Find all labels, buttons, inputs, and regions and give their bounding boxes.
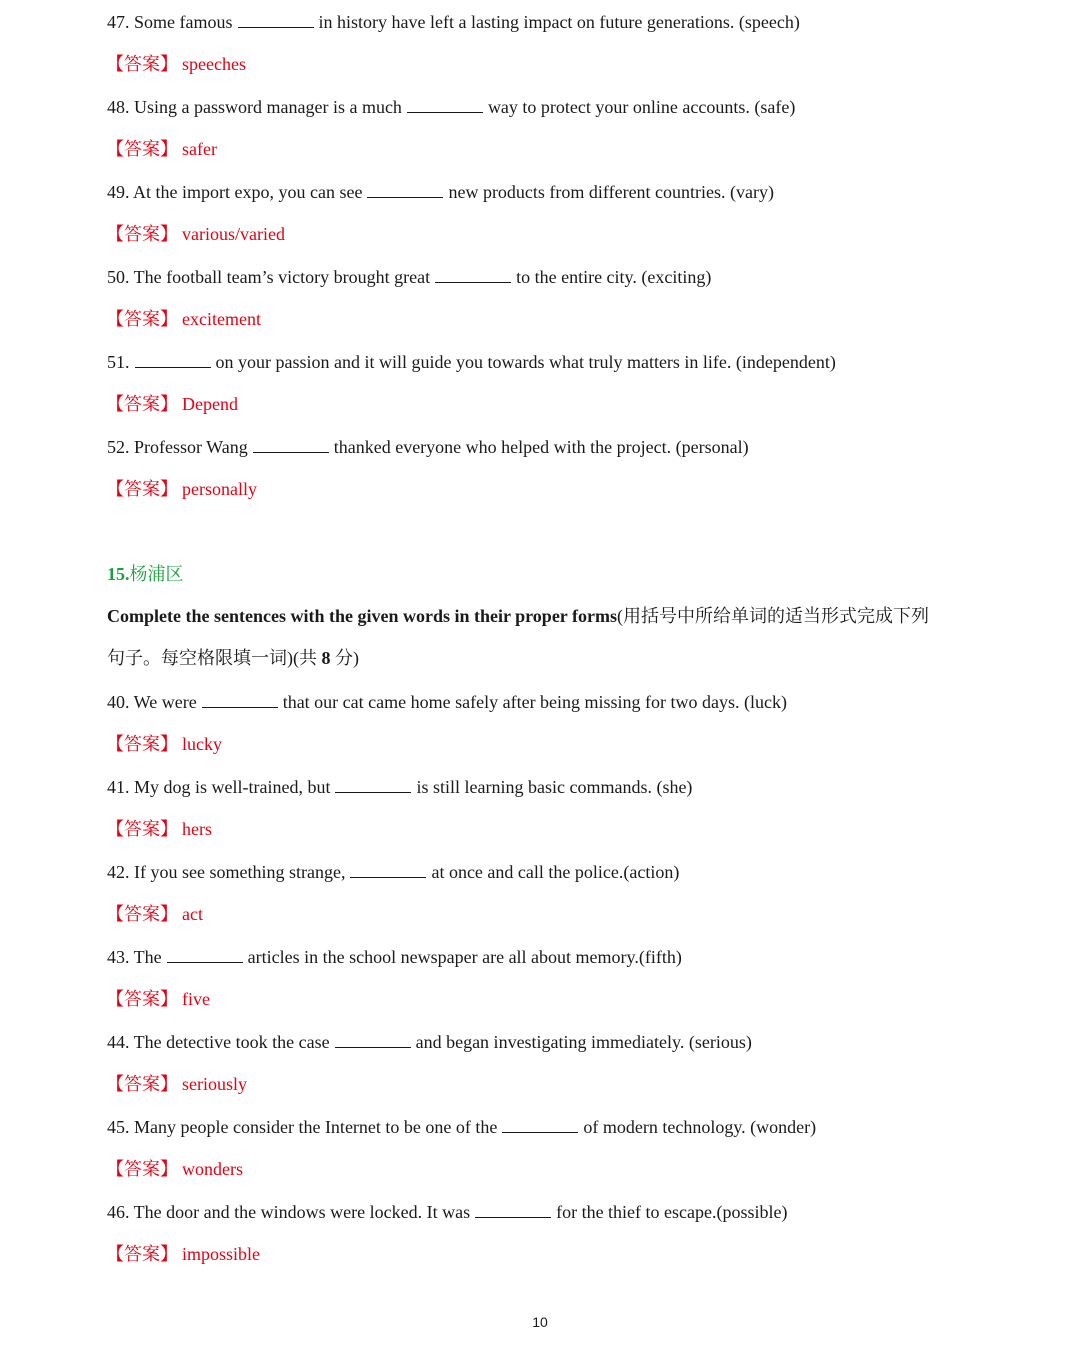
answer-label: 【答案】: [106, 224, 178, 244]
answer-text: Depend: [182, 394, 238, 414]
instruction-chinese: (用括号中所给单词的适当形式完成下列: [616, 606, 929, 626]
answer-label: 【答案】: [106, 1244, 178, 1264]
page-number: 10: [532, 1314, 548, 1330]
answer-42: [106, 903, 203, 925]
question-43: [107, 946, 682, 968]
answer-text: personally: [182, 479, 257, 499]
answer-text: excitement: [182, 309, 261, 329]
answer-label: 【答案】: [106, 139, 178, 159]
answer-blank: [135, 351, 211, 368]
answer-44: [106, 1073, 247, 1095]
question-text-after: at once and call the police.(action): [431, 862, 680, 882]
answer-text: lucky: [182, 734, 222, 754]
answer-blank: [238, 11, 314, 28]
answer-text: safer: [182, 139, 217, 159]
question-text-before: 48. Using a password manager is a much: [107, 97, 402, 117]
section-number: 15.: [107, 564, 130, 584]
answer-text: impossible: [182, 1244, 261, 1264]
answer-52: [106, 478, 257, 500]
answer-text: five: [182, 989, 210, 1009]
answer-blank: [253, 436, 329, 453]
answer-49: [106, 223, 285, 245]
answer-blank: [202, 691, 278, 708]
question-text-after: new products from different countries. (vary): [448, 182, 775, 202]
answer-label: 【答案】: [106, 734, 178, 754]
answer-blank: [435, 266, 511, 283]
answer-51: [106, 393, 238, 415]
question-text-after: to the entire city. (exciting): [516, 267, 712, 287]
question-text-before: 42. If you see something strange,: [107, 862, 346, 882]
question-text-after: on your passion and it will guide you towards what truly matters in life. (independent): [215, 352, 836, 372]
answer-43: [106, 988, 210, 1010]
instructions-line-2: [107, 647, 359, 669]
answer-blank: [475, 1201, 551, 1218]
question-text-before: 45. Many people consider the Internet to be one of the: [107, 1117, 498, 1137]
question-text-before: 46. The door and the windows were locked. It was: [107, 1202, 471, 1222]
instruction-english: Complete the sentences with the given words in their proper forms: [107, 606, 617, 626]
answer-text: various/varied: [182, 224, 285, 244]
answer-text: hers: [182, 819, 212, 839]
answer-blank: [335, 1031, 411, 1048]
question-45: [107, 1116, 816, 1138]
question-41: [107, 776, 692, 798]
answer-blank: [167, 946, 243, 963]
answer-50: [106, 308, 261, 330]
answer-41: [106, 818, 212, 840]
question-text-before: 43. The: [107, 947, 162, 967]
answer-text: act: [182, 904, 203, 924]
answer-blank: [367, 181, 443, 198]
instruction-chinese-end: 分): [335, 648, 359, 668]
question-44: [107, 1031, 752, 1053]
answer-46: [106, 1243, 260, 1265]
question-text-after: thanked everyone who helped with the project. (personal): [333, 437, 749, 457]
question-text-after: is still learning basic commands. (she): [416, 777, 693, 797]
question-text-after: way to protect your online accounts. (safe): [487, 97, 796, 117]
answer-label: 【答案】: [106, 1074, 178, 1094]
question-46: [107, 1201, 788, 1223]
question-47: [107, 11, 800, 33]
answer-label: 【答案】: [106, 819, 178, 839]
answer-47: [106, 53, 246, 75]
answer-label: 【答案】: [106, 394, 178, 414]
answer-label: 【答案】: [106, 54, 178, 74]
question-text-after: that our cat came home safely after being missing for two days. (luck): [282, 692, 788, 712]
answer-label: 【答案】: [106, 1159, 178, 1179]
question-text-before: 51.: [107, 352, 130, 372]
question-40: [107, 691, 787, 713]
answer-40: [106, 733, 222, 755]
section-name: 杨浦区: [129, 564, 184, 584]
answer-blank: [407, 96, 483, 113]
question-42: [107, 861, 679, 883]
question-50: [107, 266, 711, 288]
instructions-line-1: [107, 605, 929, 627]
answer-blank: [350, 861, 426, 878]
question-51: [107, 351, 836, 373]
answer-label: 【答案】: [106, 479, 178, 499]
question-text-after: and began investigating immediately. (serious): [415, 1032, 752, 1052]
answer-label: 【答案】: [106, 309, 178, 329]
answer-label: 【答案】: [106, 904, 178, 924]
answer-blank: [335, 776, 411, 793]
answer-text: seriously: [182, 1074, 247, 1094]
section-heading: [107, 563, 184, 585]
question-text-before: 52. Professor Wang: [107, 437, 248, 457]
instruction-chinese-cont: 句子。每空格限填一词)(共: [107, 648, 317, 668]
question-text-after: in history have left a lasting impact on future generations. (speech): [318, 12, 800, 32]
answer-blank: [502, 1116, 578, 1133]
question-text-before: 50. The football team’s victory brought great: [107, 267, 431, 287]
question-text-before: 44. The detective took the case: [107, 1032, 330, 1052]
question-text-after: of modern technology. (wonder): [583, 1117, 817, 1137]
answer-label: 【答案】: [106, 989, 178, 1009]
instruction-points: 8: [321, 648, 331, 668]
answer-45: [106, 1158, 243, 1180]
question-text-after: for the thief to escape.(possible): [556, 1202, 788, 1222]
question-52: [107, 436, 749, 458]
answer-text: speeches: [182, 54, 246, 74]
question-text-before: 47. Some famous: [107, 12, 233, 32]
question-text-before: 41. My dog is well-trained, but: [107, 777, 331, 797]
answer-text: wonders: [182, 1159, 243, 1179]
question-text-after: articles in the school newspaper are all about memory.(fifth): [247, 947, 682, 967]
question-text-before: 49. At the import expo, you can see: [107, 182, 363, 202]
question-text-before: 40. We were: [107, 692, 197, 712]
question-48: [107, 96, 795, 118]
answer-48: [106, 138, 217, 160]
question-49: [107, 181, 774, 203]
